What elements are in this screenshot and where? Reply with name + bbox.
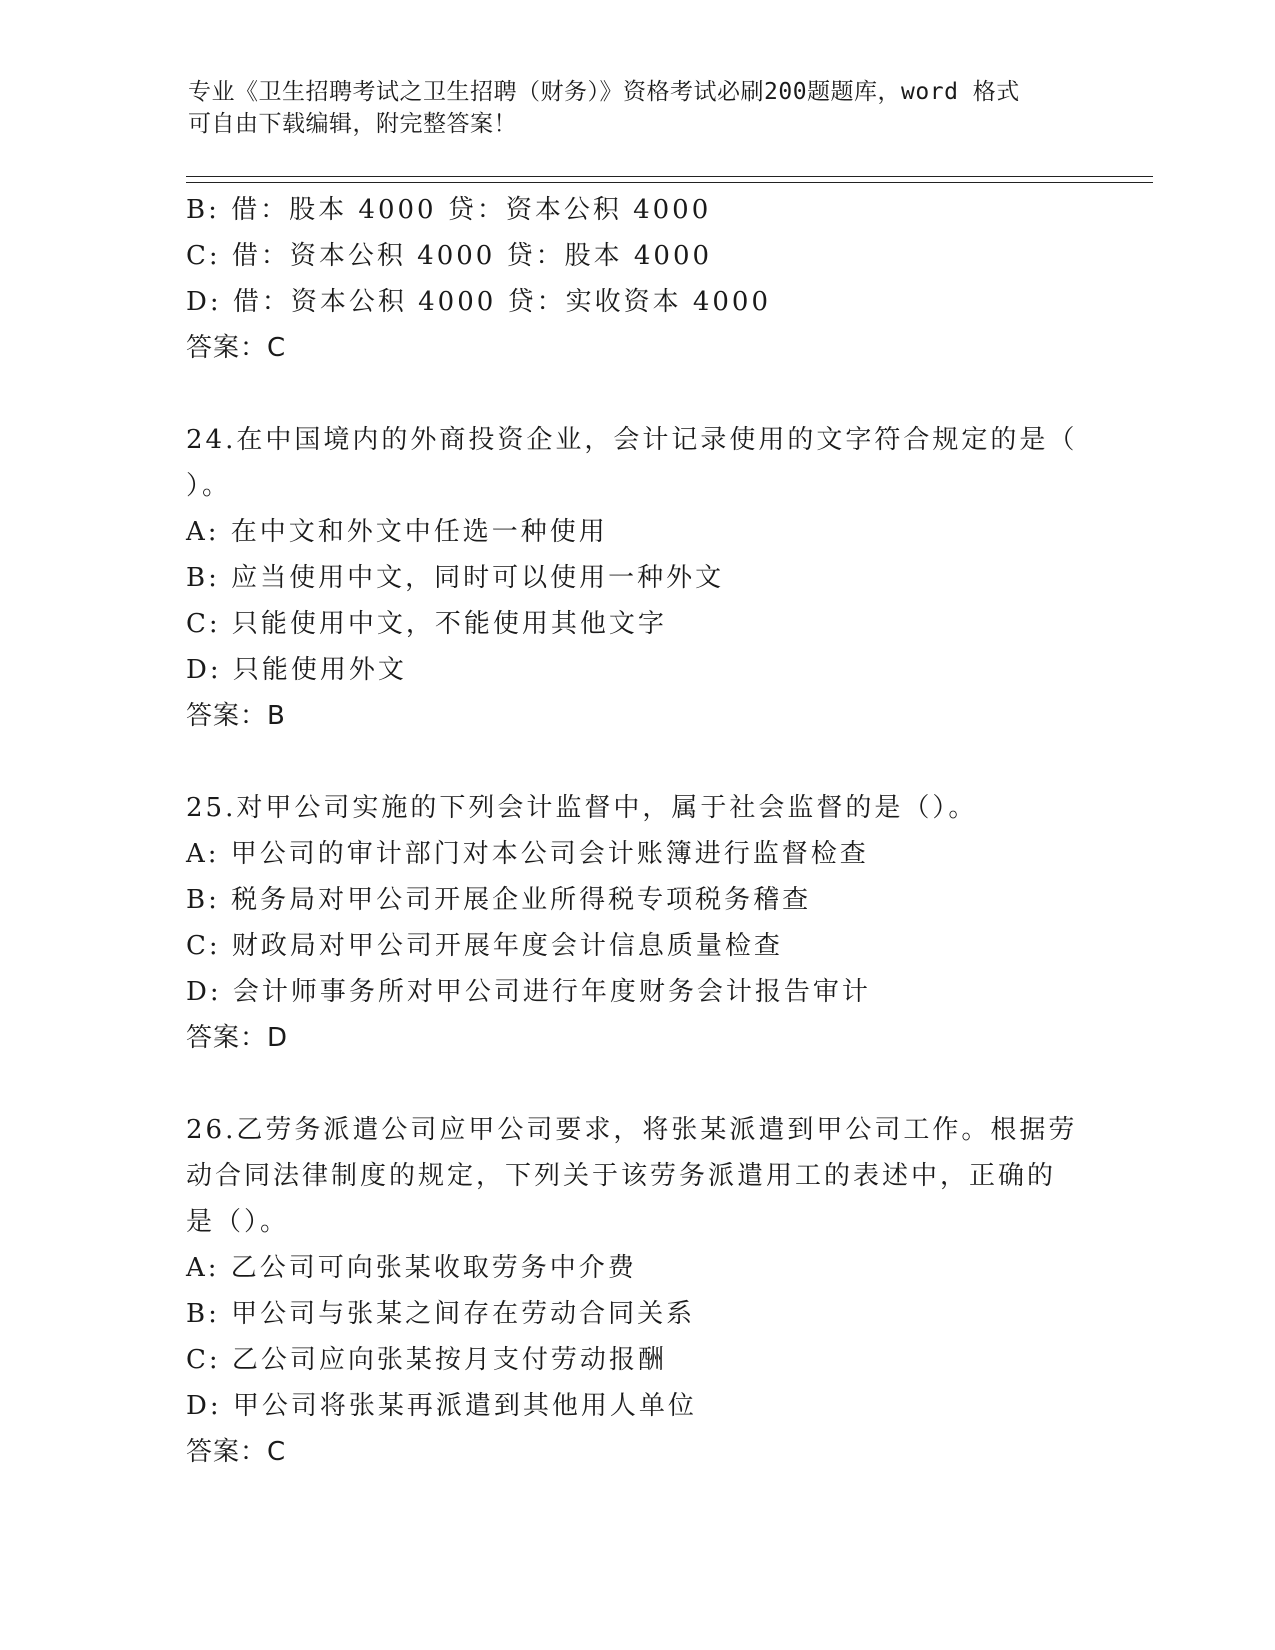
header-title-line-2: 可自由下载编辑，附完整答案！ — [188, 111, 517, 137]
answer: 答案：C — [186, 1437, 287, 1467]
question-26 — [186, 1107, 1086, 1475]
question-23 — [186, 187, 1086, 371]
option-d: D: 只能使用外文 — [186, 655, 407, 685]
question-list — [186, 187, 1086, 1475]
option-b: B: 应当使用中文，同时可以使用一种外文 — [186, 563, 725, 593]
question-stem: 26.乙劳务派遣公司应甲公司要求，将张某派遣到甲公司工作。根据劳 — [186, 1115, 1078, 1145]
option-b: B: 税务局对甲公司开展企业所得税专项税务稽查 — [186, 885, 812, 915]
answer: 答案：D — [186, 1023, 289, 1053]
option-c: C: 只能使用中文，不能使用其他文字 — [186, 609, 667, 639]
option-b: B: 借：股本 4000 贷：资本公积 4000 — [186, 195, 712, 225]
header-title-line-1: 专业《卫生招聘考试之卫生招聘（财务）》资格考试必刷200题题库，word 格式 — [188, 79, 1020, 105]
option-c: C: 乙公司应向张某按月支付劳动报酬 — [186, 1345, 667, 1375]
question-stem: 24.在中国境内的外商投资企业，会计记录使用的文字符合规定的是（ — [186, 425, 1078, 455]
question-stem-continued: 动合同法律制度的规定，下列关于该劳务派遣用工的表述中，正确的 — [186, 1161, 1057, 1191]
question-24 — [186, 417, 1086, 739]
header-divider-bottom — [186, 182, 1153, 183]
option-d: D: 会计师事务所对甲公司进行年度财务会计报告审计 — [186, 977, 871, 1007]
answer: 答案：C — [186, 333, 287, 363]
option-d: D: 甲公司将张某再派遣到其他用人单位 — [186, 1391, 697, 1421]
spacer — [186, 739, 1086, 785]
question-stem: 25.对甲公司实施的下列会计监督中，属于社会监督的是（）。 — [186, 793, 978, 823]
question-stem-continued: 是（）。 — [186, 1207, 290, 1237]
option-c: C: 借：资本公积 4000 贷：股本 4000 — [186, 241, 713, 271]
option-a: A: 乙公司可向张某收取劳务中介费 — [186, 1253, 637, 1283]
question-25 — [186, 785, 1086, 1061]
spacer — [186, 1061, 1086, 1107]
header-divider-top — [186, 176, 1153, 177]
question-stem-continued: ）。 — [186, 471, 232, 501]
option-a: A: 在中文和外文中任选一种使用 — [186, 517, 608, 547]
option-b: B: 甲公司与张某之间存在劳动合同关系 — [186, 1299, 696, 1329]
option-d: D: 借：资本公积 4000 贷：实收资本 4000 — [186, 287, 772, 317]
spacer — [186, 371, 1086, 417]
option-c: C: 财政局对甲公司开展年度会计信息质量检查 — [186, 931, 783, 961]
answer: 答案：B — [186, 701, 286, 731]
document-header — [188, 76, 1088, 140]
option-a: A: 甲公司的审计部门对本公司会计账簿进行监督检查 — [186, 839, 869, 869]
